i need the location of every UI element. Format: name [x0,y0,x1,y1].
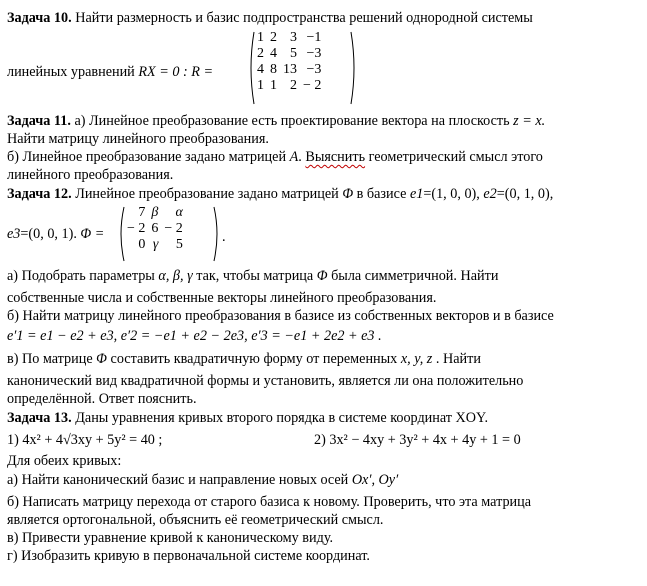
task10-label: Задача 10. [7,10,72,26]
task12-matrix: 7 β α − 2 6 − 2 0 γ 5 . [116,205,186,253]
right-paren-icon [212,205,222,263]
task13-both: Для обеих кривых: [7,453,122,469]
matrix-row: 1 1 2 − 2 [257,78,322,93]
task12-a2: собственные числа и собственные векторы линейного преобразования. [7,290,437,306]
matrix-row: 4 8 13 −3 [257,62,322,77]
task13-a: а) Найти канонический базис и направление новых осей Ox′, Oy′ [7,472,399,488]
task13-label: Задача 13. [7,410,72,426]
task13-b2: является ортогональной, объяснить её геометрический смысл. [7,512,384,528]
task10-line1: Задача 10. Найти размерность и базис подпространства решений однородной системы [7,10,533,26]
task12-c3: определённой. Ответ пояснить. [7,391,197,407]
right-paren-icon [349,30,359,106]
task11-line3: б) Линейное преобразование задано матрицей A. Выяснить геометрический смысл этого [7,149,543,165]
task11-line1: Задача 11. а) Линейное преобразование есть проектирование вектора на плоскость z = x. [7,113,546,129]
task12-line2: e3=(0, 0, 1). Φ = [7,226,105,242]
task12-label: Задача 12. [7,186,72,202]
task11-line2: Найти матрицу линейного преобразования. [7,131,269,147]
matrix-row: 0 γ 5 [138,237,183,252]
matrix-row: − 2 6 − 2 [127,221,183,236]
task12-c2: канонический вид квадратичной формы и установить, является ли она положительно [7,373,524,389]
task12-c1: в) По матрице Φ составить квадратичную форму от переменных x, y, z . Найти [7,351,481,367]
task13-line1: Задача 13. Даны уравнения кривых второго порядка в системе координат XOY. [7,410,488,426]
task13-eq2: 2) 3x² − 4xy + 3y² + 4x + 4y + 1 = 0 [314,432,521,448]
task10-line2: линейных уравнений RX = 0 : R = [7,64,214,80]
task10-matrix [246,30,324,94]
task12-b2: e′1 = e1 − e2 + e3, e′2 = −e1 + e2 − 2e3, e′3 = −e1 + 2e2 + e3 . [7,328,382,344]
matrix-row: 7 β α [138,205,183,220]
matrix-row: 1 2 3 −1 [257,30,322,45]
task11-line4: линейного преобразования. [7,167,174,183]
task12-b1: б) Найти матрицу линейного преобразования в базисе из собственных векторов и в базисе [7,308,554,324]
task12-a1: а) Подобрать параметры α, β, γ так, чтобы матрица Φ была симметричной. Найти [7,268,499,284]
task13-eq1: 1) 4x² + 4√3xy + 5y² = 40 ; [7,432,163,448]
left-paren-icon [246,30,256,106]
task13-c: в) Привести уравнение кривой к каноническому виду. [7,530,334,546]
task11-label: Задача 11. [7,113,71,129]
matrix-row: 2 4 5 −3 [257,46,322,61]
left-paren-icon [116,205,126,263]
task13-d: г) Изобразить кривую в первоначальной системе координат. [7,548,370,564]
task12-line1: Задача 12. Линейное преобразование задано матрицей Φ в базисе e1=(1, 0, 0), e2=(0, 1, 0), [7,186,554,202]
task13-b1: б) Написать матрицу перехода от старого базиса к новому. Проверить, что эта матрица [7,494,532,510]
